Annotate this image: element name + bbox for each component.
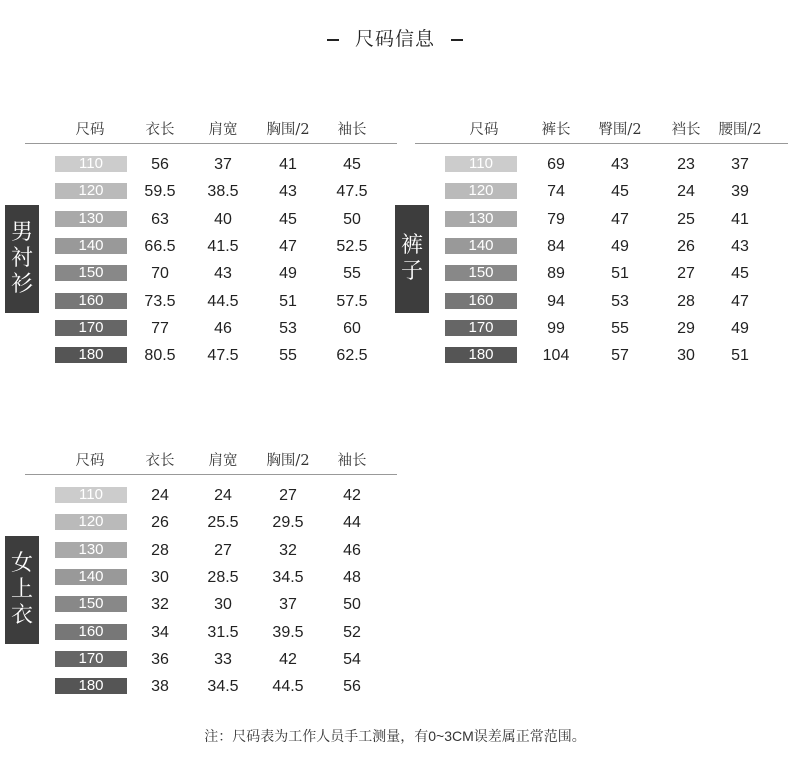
womens-top-value-cell: 34.5 [207,678,239,696]
mens-shirt-value-cell: 59.5 [144,183,176,201]
pants-header-divider [415,143,788,144]
mens-shirt-value-cell: 40 [214,210,232,228]
mens-shirt-value-cell: 47.5 [207,347,239,365]
womens-top-value-cell: 28.5 [207,568,239,586]
pants-value-cell: 47 [611,210,629,228]
pants-size-badge: 120 [445,183,517,199]
womens-top-header-cell: 尺码 [75,453,105,469]
womens-top-size-badge: 110 [55,487,127,503]
womens-top-value-cell: 36 [151,650,169,668]
womens-top-value-cell: 27 [214,541,232,559]
mens-shirt-value-cell: 51 [279,292,297,310]
womens-top-value-cell: 48 [343,568,361,586]
category-label-char: 男 [10,220,33,245]
pants-value-cell: 99 [547,319,565,337]
womens-top-header-cell: 衣长 [145,453,175,469]
womens-top-value-cell: 46 [343,541,361,559]
womens-top-value-cell: 44 [343,514,361,532]
pants-size-badge: 160 [445,293,517,309]
womens-top-value-cell: 27 [279,487,297,504]
womens-top-size-badge: 170 [55,651,127,667]
title-dash-right [451,39,463,41]
pants-value-cell: 57 [611,347,629,365]
womens-top-header-cell: 袖长 [337,453,367,469]
womens-top-value-cell: 52 [343,623,361,641]
womens-top-size-badge: 140 [55,569,127,585]
womens-top-value-cell: 34.5 [272,568,304,586]
title-text: 尺码信息 [354,29,435,50]
mens-shirt-value-cell: 53 [279,319,297,337]
mens-shirt-value-cell: 66.5 [144,237,176,255]
pants-value-cell: 49 [611,237,629,255]
pants-category-label [395,205,429,313]
pants-value-cell: 79 [547,210,565,228]
mens-shirt-value-cell: 43 [279,183,297,201]
pants-value-cell: 39 [731,183,749,201]
womens-top-value-cell: 26 [151,514,169,532]
pants-value-cell: 30 [677,347,695,365]
pants-header-cell: 裆长 [671,122,701,138]
pants-size-badge: 170 [445,320,517,336]
womens-top-value-cell: 31.5 [207,623,239,641]
pants-value-cell: 47 [731,292,749,310]
pants-value-cell: 23 [677,156,695,173]
mens-shirt-value-cell: 55 [279,347,297,365]
womens-top-value-cell: 32 [279,541,297,559]
pants-size-badge: 110 [445,156,517,172]
mens-shirt-size-badge: 170 [55,320,127,336]
category-label-char: 女 [10,551,33,576]
mens-shirt-value-cell: 38.5 [207,183,239,201]
womens-top-value-cell: 50 [343,596,361,614]
mens-shirt-value-cell: 62.5 [336,347,368,365]
pants-value-cell: 94 [547,292,565,310]
mens-shirt-value-cell: 52.5 [336,237,368,255]
mens-shirt-size-badge: 160 [55,293,127,309]
mens-shirt-value-cell: 46 [214,319,232,337]
womens-top-value-cell: 54 [343,650,361,668]
womens-top-value-cell: 32 [151,596,169,614]
pants-header-cell: 臀围/2 [598,122,642,138]
womens-top-value-cell: 30 [214,596,232,614]
mens-shirt-value-cell: 70 [151,265,169,283]
pants-value-cell: 51 [731,347,749,365]
pants-value-cell: 49 [731,319,749,337]
womens-top-category-label [5,536,39,644]
pants-value-cell: 24 [677,183,695,201]
womens-top-header-cell: 肩宽 [208,453,238,469]
mens-shirt-header-divider [25,143,397,144]
mens-shirt-header-cell: 肩宽 [208,122,238,138]
pants-value-cell: 28 [677,292,695,310]
womens-top-header-divider [25,474,397,475]
womens-top-value-cell: 24 [151,487,169,504]
pants-size-badge: 130 [445,211,517,227]
pants-value-cell: 41 [731,210,749,228]
mens-shirt-size-badge: 110 [55,156,127,172]
womens-top-value-cell: 30 [151,568,169,586]
mens-shirt-value-cell: 47 [279,237,297,255]
mens-shirt-value-cell: 37 [214,156,232,173]
pants-value-cell: 29 [677,319,695,337]
pants-value-cell: 27 [677,265,695,283]
mens-shirt-value-cell: 77 [151,319,169,337]
womens-top-value-cell: 56 [343,678,361,696]
pants-value-cell: 37 [731,156,749,173]
pants-size-badge: 180 [445,347,517,363]
womens-top-value-cell: 24 [214,487,232,504]
womens-top-value-cell: 44.5 [272,678,304,696]
womens-top-value-cell: 28 [151,541,169,559]
mens-shirt-value-cell: 60 [343,319,361,337]
pants-value-cell: 84 [547,237,565,255]
pants-value-cell: 43 [611,156,629,173]
mens-shirt-size-badge: 120 [55,183,127,199]
womens-top-value-cell: 42 [279,650,297,668]
mens-shirt-category-label [5,205,39,313]
mens-shirt-value-cell: 80.5 [144,347,176,365]
category-label-char: 衫 [10,272,33,297]
mens-shirt-value-cell: 73.5 [144,292,176,310]
mens-shirt-value-cell: 63 [151,210,169,228]
womens-top-value-cell: 33 [214,650,232,668]
mens-shirt-value-cell: 47.5 [336,183,368,201]
mens-shirt-header-cell: 胸围/2 [266,122,310,138]
pants-size-badge: 140 [445,238,517,254]
mens-shirt-value-cell: 50 [343,210,361,228]
pants-value-cell: 51 [611,265,629,283]
pants-size-badge: 150 [445,265,517,281]
womens-top-value-cell: 42 [343,487,361,504]
mens-shirt-size-badge: 130 [55,211,127,227]
womens-top-value-cell: 39.5 [272,623,304,641]
pants-value-cell: 104 [542,347,570,365]
womens-top-size-badge: 120 [55,514,127,530]
pants-value-cell: 74 [547,183,565,201]
mens-shirt-value-cell: 41.5 [207,237,239,255]
pants-value-cell: 45 [731,265,749,283]
title-dash-left [327,39,339,41]
womens-top-value-cell: 38 [151,678,169,696]
pants-header-cell: 尺码 [469,122,499,138]
category-label-char: 子 [400,259,423,284]
mens-shirt-value-cell: 45 [279,210,297,228]
mens-shirt-header-cell: 尺码 [75,122,105,138]
pants-value-cell: 55 [611,319,629,337]
womens-top-size-badge: 130 [55,542,127,558]
mens-shirt-header-cell: 袖长 [337,122,367,138]
category-label-char: 衬 [10,246,33,271]
pants-value-cell: 53 [611,292,629,310]
mens-shirt-size-badge: 150 [55,265,127,281]
womens-top-size-badge: 150 [55,596,127,612]
womens-top-size-badge: 180 [55,678,127,694]
page-title [0,24,790,51]
womens-top-value-cell: 34 [151,623,169,641]
mens-shirt-value-cell: 55 [343,265,361,283]
mens-shirt-value-cell: 56 [151,156,169,173]
mens-shirt-header-cell: 衣长 [145,122,175,138]
mens-shirt-size-badge: 180 [55,347,127,363]
pants-value-cell: 26 [677,237,695,255]
pants-value-cell: 69 [547,156,565,173]
pants-value-cell: 89 [547,265,565,283]
category-label-char: 裤 [400,233,423,258]
womens-top-value-cell: 37 [279,596,297,614]
womens-top-size-badge: 160 [55,624,127,640]
measurement-note: 注：尺码表为工作人员手工测量，有0~3CM误差属正常范围。 [204,728,586,744]
mens-shirt-value-cell: 49 [279,265,297,283]
category-label-char: 上 [10,577,33,602]
pants-value-cell: 43 [731,237,749,255]
pants-value-cell: 45 [611,183,629,201]
mens-shirt-value-cell: 45 [343,156,361,173]
womens-top-value-cell: 25.5 [207,514,239,532]
mens-shirt-value-cell: 44.5 [207,292,239,310]
category-label-char: 衣 [10,603,33,628]
womens-top-value-cell: 29.5 [272,514,304,532]
womens-top-header-cell: 胸围/2 [266,453,310,469]
mens-shirt-size-badge: 140 [55,238,127,254]
pants-value-cell: 25 [677,210,695,228]
pants-header-cell: 腰围/2 [718,122,762,138]
mens-shirt-value-cell: 57.5 [336,292,368,310]
mens-shirt-value-cell: 41 [279,156,297,173]
pants-header-cell: 裤长 [541,122,571,138]
mens-shirt-value-cell: 43 [214,265,232,283]
